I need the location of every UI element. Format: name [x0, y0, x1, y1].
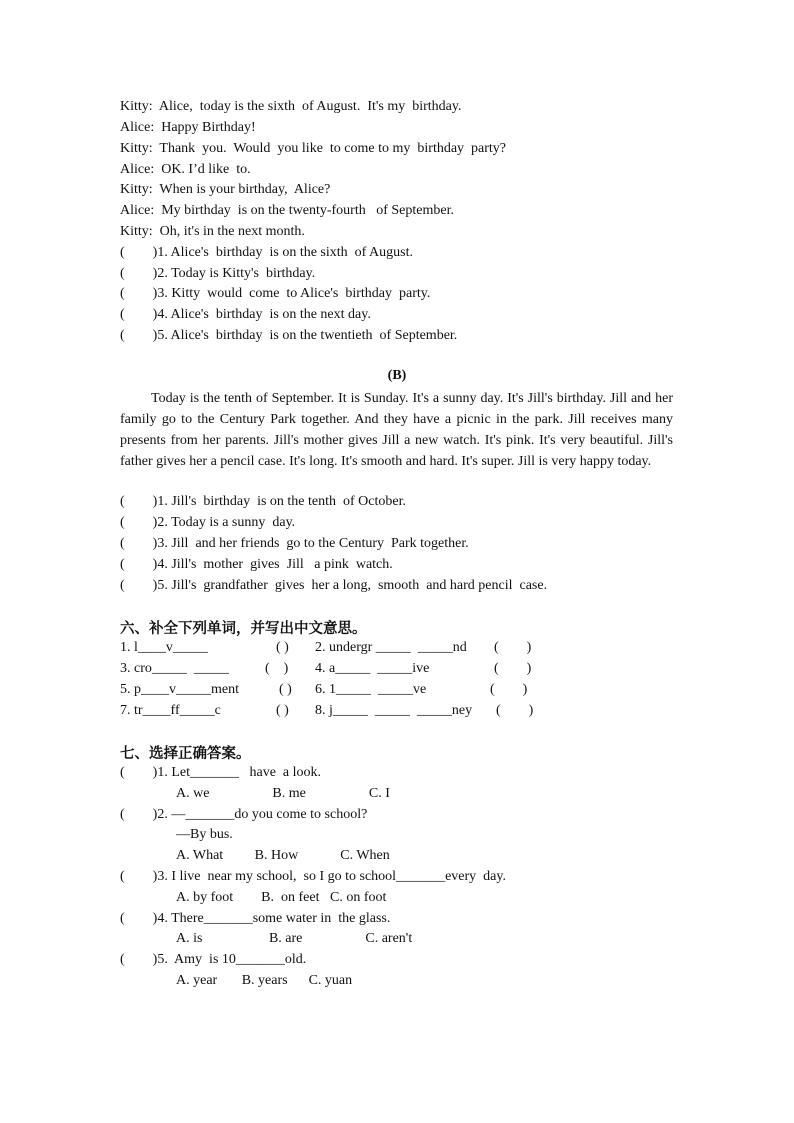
question-b-2[interactable]: ( )2. Today is a sunny day. [120, 515, 296, 530]
question-a-3[interactable]: ( )3. Kitty would come to Alice's birthday party. [120, 286, 431, 301]
mc-options-3[interactable]: A. by foot B. on feet C. on foot [176, 890, 387, 905]
word-paren[interactable]: ( ) [496, 703, 534, 718]
mc-options-2[interactable]: A. What B. How C. When [176, 848, 390, 863]
word-paren[interactable]: ( ) [494, 640, 532, 655]
question-a-4[interactable]: ( )4. Alice's birthday is on the next day. [120, 307, 371, 322]
dialogue-line: Kitty: Thank you. Would you like to come to my birthday party? [120, 141, 507, 156]
question-b-5[interactable]: ( )5. Jill's grandfather gives her a long, smooth and hard pencil case. [120, 578, 548, 593]
word-item-1[interactable]: 1. l____v_____ [120, 640, 208, 655]
dialogue-line: Alice: Happy Birthday! [120, 120, 256, 135]
word-item-7[interactable]: 7. tr____ff_____c [120, 703, 221, 718]
mc-question-4[interactable]: ( )4. There_______some water in the glass. [120, 911, 391, 926]
mc-question-3[interactable]: ( )3. I live near my school, so I go to school_______every day. [120, 869, 506, 884]
mc-question-2[interactable]: ( )2. —_______do you come to school? [120, 807, 368, 822]
dialogue-line: Alice: OK. I’d like to. [120, 162, 251, 177]
word-item-2[interactable]: 2. undergr _____ _____nd [315, 640, 467, 655]
dialogue-line: Kitty: When is your birthday, Alice? [120, 182, 331, 197]
passage-b: Today is the tenth of September. It is Sunday. It's a sunny day. It's Jill's birthday. Jill and her family go to the Century Park together. And they have a picnic in the park. Jill receives many presents from her parents. Jill's mother gives Jill a new watch. It's pink. It's very beautiful. Jill's father gives her a pencil case. It's long. It's smooth and hard. It's super. Jill is very happy today. [120, 391, 673, 469]
mc-question-1[interactable]: ( )1. Let_______ have a look. [120, 765, 322, 780]
mc-answer-line: —By bus. [176, 827, 233, 842]
section-7-title: 七、选择正确答案。 [120, 746, 251, 762]
dialogue-line: Kitty: Oh, it's in the next month. [120, 224, 305, 239]
word-paren[interactable]: ( ) [490, 682, 528, 697]
question-b-3[interactable]: ( )3. Jill and her friends go to the Century Park together. [120, 536, 469, 551]
question-a-2[interactable]: ( )2. Today is Kitty's birthday. [120, 266, 316, 281]
mc-options-1[interactable]: A. we B. me C. I [176, 786, 390, 801]
section-6-title: 六、补全下列单词，并写出中文意思。 [120, 621, 367, 637]
word-paren[interactable]: ( ) [494, 661, 532, 676]
word-paren[interactable]: ( ) [265, 661, 289, 676]
dialogue-line: Kitty: Alice, today is the sixth of August. It's my birthday. [120, 99, 462, 114]
word-item-5[interactable]: 5. p____v_____ment [120, 682, 239, 697]
question-b-1[interactable]: ( )1. Jill's birthday is on the tenth of October. [120, 494, 406, 509]
word-item-8[interactable]: 8. j_____ _____ _____ney [315, 703, 473, 718]
word-paren[interactable]: ( ) [279, 682, 292, 697]
word-paren[interactable]: ( ) [276, 703, 289, 718]
word-item-4[interactable]: 4. a_____ _____ive [315, 661, 430, 676]
dialogue-line: Alice: My birthday is on the twenty-fourth of September. [120, 203, 454, 218]
mc-options-4[interactable]: A. is B. are C. aren't [176, 931, 413, 946]
word-item-6[interactable]: 6. 1_____ _____ve [315, 682, 427, 697]
word-paren[interactable]: ( ) [276, 640, 289, 655]
section-b-title: (B) [387, 368, 407, 383]
mc-question-5[interactable]: ( )5. Amy is 10_______old. [120, 952, 307, 967]
question-b-4[interactable]: ( )4. Jill's mother gives Jill a pink watch. [120, 557, 393, 572]
mc-options-5[interactable]: A. year B. years C. yuan [176, 973, 353, 988]
word-item-3[interactable]: 3. cro_____ _____ [120, 661, 229, 676]
question-a-5[interactable]: ( )5. Alice's birthday is on the twentieth of September. [120, 328, 458, 343]
question-a-1[interactable]: ( )1. Alice's birthday is on the sixth of August. [120, 245, 414, 260]
